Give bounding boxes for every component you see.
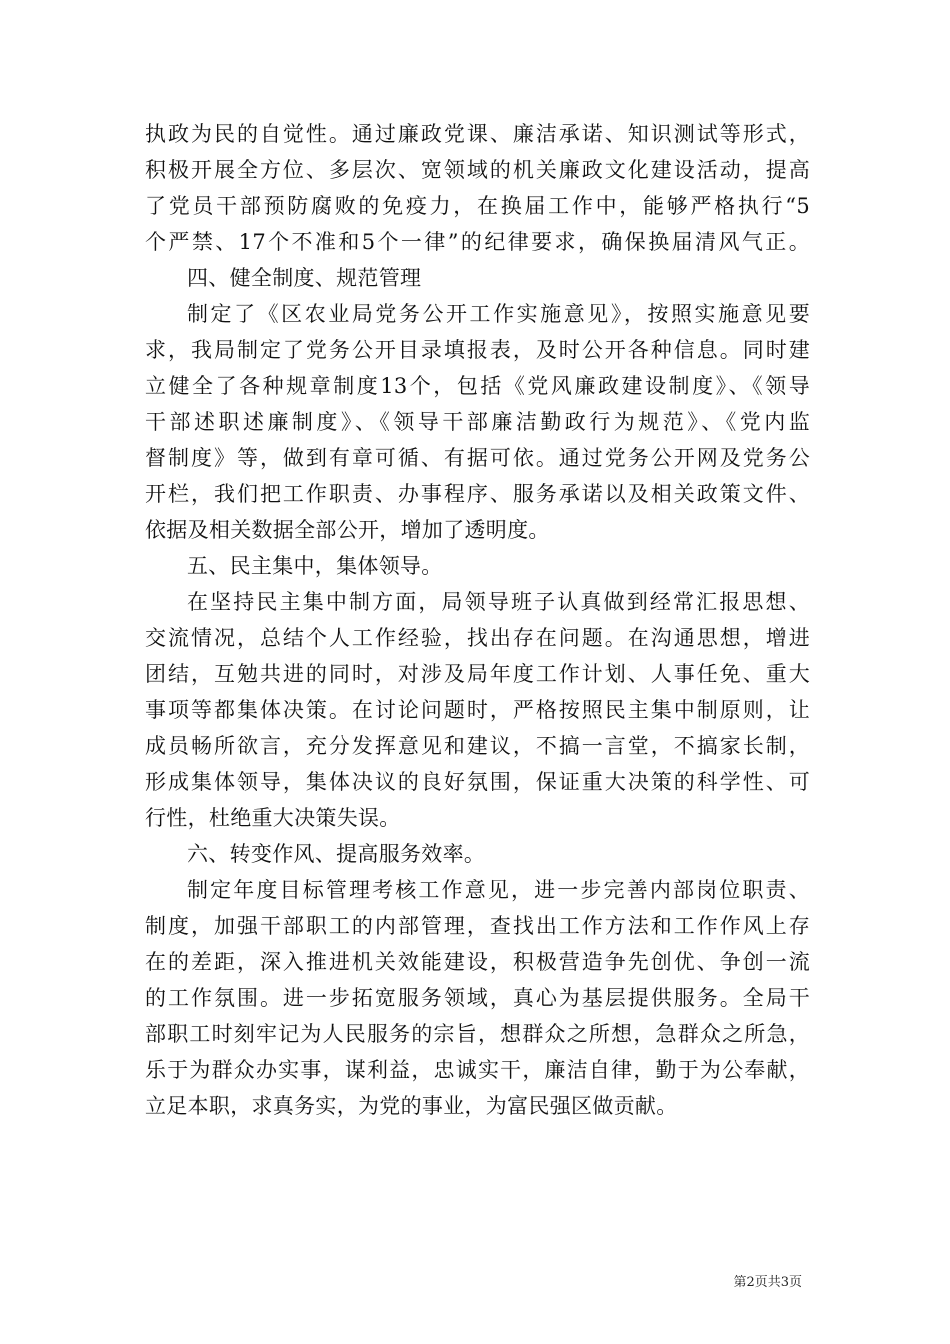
- paragraph-start-line: 四、健全制度、规范管理: [187, 266, 422, 290]
- paragraph-start-line: 制定年度目标管理考核工作意见，进一步完善内部岗位职责、: [187, 878, 810, 902]
- text-line: 制度，加强干部职工的内部管理，查找出工作方法和工作作风上存: [145, 914, 810, 938]
- text-line: 部职工时刻牢记为人民服务的宗旨，想群众之所想，急群众之所急，: [145, 1022, 810, 1046]
- text-line: 个严禁、17个不准和5个一律”的纪律要求，确保换届清风气正。: [145, 230, 810, 254]
- paragraph-start-line: 六、转变作风、提高服务效率。: [187, 842, 486, 866]
- text-line: 事项等都集体决策。在讨论问题时，严格按照民主集中制原则，让: [145, 698, 810, 722]
- page-footer: 第2页共3页: [733, 1275, 802, 1290]
- text-line: 督制度》等，做到有章可循、有据可依。通过党务公开网及党务公: [145, 446, 810, 470]
- text-line: 开栏，我们把工作职责、办事程序、服务承诺以及相关政策文件、: [145, 482, 810, 506]
- text-line: 行性，杜绝重大决策失误。: [145, 806, 401, 830]
- text-line: 干部述职述廉制度》、《领导干部廉洁勤政行为规范》、《党内监: [145, 410, 810, 434]
- paragraph-start-line: 制定了《区农业局党务公开工作实施意见》，按照实施意见要: [187, 302, 810, 326]
- text-line: 执政为民的自觉性。通过廉政党课、廉洁承诺、知识测试等形式，: [145, 122, 810, 146]
- text-line: 积极开展全方位、多层次、宽领域的机关廉政文化建设活动，提高: [145, 158, 810, 182]
- text-line: 的工作氛围。进一步拓宽服务领域，真心为基层提供服务。全局干: [145, 986, 810, 1010]
- paragraph-start-line: 五、民主集中，集体领导。: [187, 554, 443, 578]
- text-line: 形成集体领导，集体决议的良好氛围，保证重大决策的科学性、可: [145, 770, 810, 794]
- text-line: 在的差距，深入推进机关效能建设，积极营造争先创优、争创一流: [145, 950, 810, 974]
- text-line: 了党员干部预防腐败的免疫力，在换届工作中，能够严格执行“5: [145, 194, 810, 218]
- text-line: 乐于为群众办实事，谋利益，忠诚实干，廉洁自律，勤于为公奉献，: [145, 1058, 810, 1082]
- text-line: 交流情况，总结个人工作经验，找出存在问题。在沟通思想，增进: [145, 626, 810, 650]
- text-line: 团结，互勉共进的同时，对涉及局年度工作计划、人事任免、重大: [145, 662, 810, 686]
- text-line: 成员畅所欲言，充分发挥意见和建议，不搞一言堂，不搞家长制，: [145, 734, 810, 758]
- text-line: 立足本职，求真务实，为党的事业，为富民强区做贡献。: [145, 1094, 678, 1118]
- body-text: [145, 116, 810, 1124]
- text-line: 求，我局制定了党务公开目录填报表，及时公开各种信息。同时建: [145, 338, 810, 362]
- text-line: 依据及相关数据全部公开，增加了透明度。: [145, 518, 550, 542]
- paragraph-start-line: 在坚持民主集中制方面，局领导班子认真做到经常汇报思想、: [187, 590, 810, 614]
- text-line: 立健全了各种规章制度13个，包括《党风廉政建设制度》、《领导: [145, 374, 810, 398]
